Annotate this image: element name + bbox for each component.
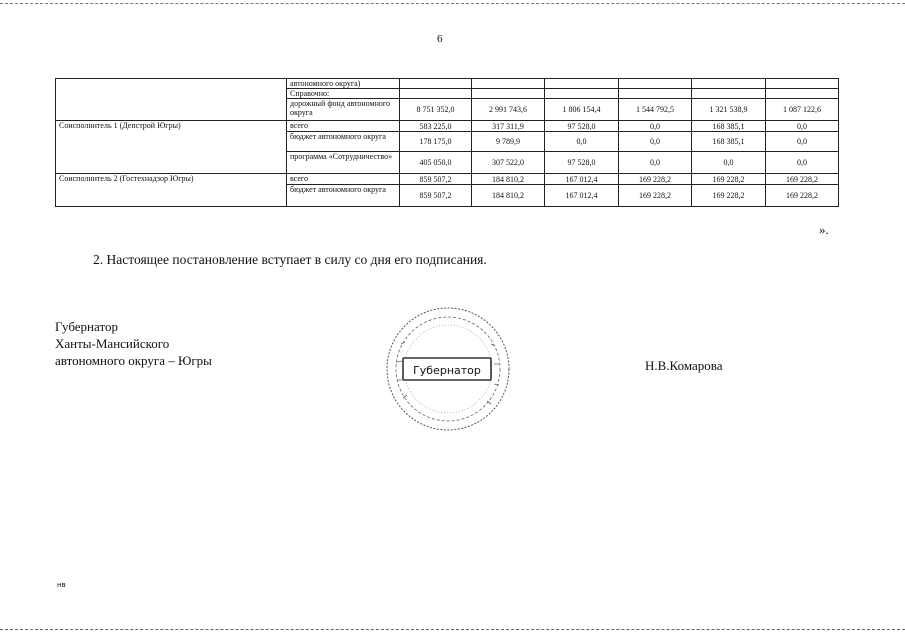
value-cell: 307 522,0 xyxy=(472,152,545,174)
value-cell: 167 012,4 xyxy=(545,174,619,185)
signatory-title xyxy=(55,318,212,369)
stamp-label: Губернатор xyxy=(413,364,481,377)
signatory-title-line: Губернатор xyxy=(55,319,118,334)
value-cell xyxy=(545,79,619,89)
closing-quote: ». xyxy=(819,222,829,237)
value-cell: 169 228,2 xyxy=(766,185,839,207)
group-cell: Соисполнитель 1 (Депстрой Югры) xyxy=(56,121,287,174)
table-row xyxy=(56,79,839,89)
signatory-title-line: автономного округа – Югры xyxy=(55,353,212,368)
value-cell: 0,0 xyxy=(766,121,839,132)
value-cell: 1 087 122,6 xyxy=(766,99,839,121)
value-cell: 9 789,9 xyxy=(472,132,545,152)
value-cell: 0,0 xyxy=(766,152,839,174)
value-cell xyxy=(766,79,839,89)
value-cell: 405 050,0 xyxy=(400,152,472,174)
budget-table xyxy=(55,78,839,207)
value-cell xyxy=(692,89,766,99)
value-cell: 0,0 xyxy=(545,132,619,152)
value-cell xyxy=(692,79,766,89)
value-cell xyxy=(619,89,692,99)
value-cell xyxy=(766,89,839,99)
scan-edge-top xyxy=(0,3,905,4)
official-stamp xyxy=(383,304,513,434)
value-cell xyxy=(400,79,472,89)
effective-date-paragraph: 2. Настоящее постановление вступает в силу со дня его подписания. xyxy=(93,252,487,267)
signatory-name: Н.В.Комарова xyxy=(645,358,723,373)
footer-initials: нв xyxy=(57,581,66,589)
group-cell: Соисполнитель 2 (Гостехнадзор Югры) xyxy=(56,174,287,207)
value-cell xyxy=(400,89,472,99)
value-cell: 0,0 xyxy=(766,132,839,152)
value-cell: 169 228,2 xyxy=(766,174,839,185)
table-row xyxy=(56,121,839,132)
page-number: 6 xyxy=(437,33,443,45)
value-cell: 8 751 352,0 xyxy=(400,99,472,121)
value-cell xyxy=(545,89,619,99)
row-label: всего xyxy=(287,121,400,132)
row-label: автономного округа) xyxy=(287,79,400,89)
value-cell: 0,0 xyxy=(619,121,692,132)
value-cell: 169 228,2 xyxy=(619,174,692,185)
value-cell: 184 810,2 xyxy=(472,185,545,207)
value-cell: 169 228,2 xyxy=(619,185,692,207)
row-label: Справочно: xyxy=(287,89,400,99)
value-cell: 583 225,0 xyxy=(400,121,472,132)
value-cell: 168 385,1 xyxy=(692,132,766,152)
scan-edge-bottom xyxy=(0,629,905,630)
value-cell: 859 507,2 xyxy=(400,174,472,185)
value-cell: 0,0 xyxy=(619,132,692,152)
value-cell: 168 385,1 xyxy=(692,121,766,132)
value-cell: 97 528,0 xyxy=(545,152,619,174)
value-cell: 1 321 538,9 xyxy=(692,99,766,121)
value-cell: 184 810,2 xyxy=(472,174,545,185)
value-cell: 0,0 xyxy=(619,152,692,174)
table-row xyxy=(56,174,839,185)
value-cell: 1 806 154,4 xyxy=(545,99,619,121)
value-cell: 859 507,2 xyxy=(400,185,472,207)
row-label: бюджет автономного округа xyxy=(287,132,400,152)
value-cell: 317 311,9 xyxy=(472,121,545,132)
value-cell xyxy=(472,79,545,89)
value-cell: 2 991 743,6 xyxy=(472,99,545,121)
value-cell: 178 175,0 xyxy=(400,132,472,152)
value-cell xyxy=(472,89,545,99)
row-label: дорожный фонд автономного округа xyxy=(287,99,400,121)
row-label: программа «Сотрудничество» xyxy=(287,152,400,174)
row-label: всего xyxy=(287,174,400,185)
value-cell: 0,0 xyxy=(692,152,766,174)
row-label: бюджет автономного округа xyxy=(287,185,400,207)
value-cell: 169 228,2 xyxy=(692,174,766,185)
value-cell: 1 544 792,5 xyxy=(619,99,692,121)
value-cell: 169 228,2 xyxy=(692,185,766,207)
value-cell xyxy=(619,79,692,89)
value-cell: 167 012,4 xyxy=(545,185,619,207)
group-cell xyxy=(56,79,287,121)
signatory-title-line: Ханты-Мансийского xyxy=(55,336,170,351)
value-cell: 97 528,0 xyxy=(545,121,619,132)
